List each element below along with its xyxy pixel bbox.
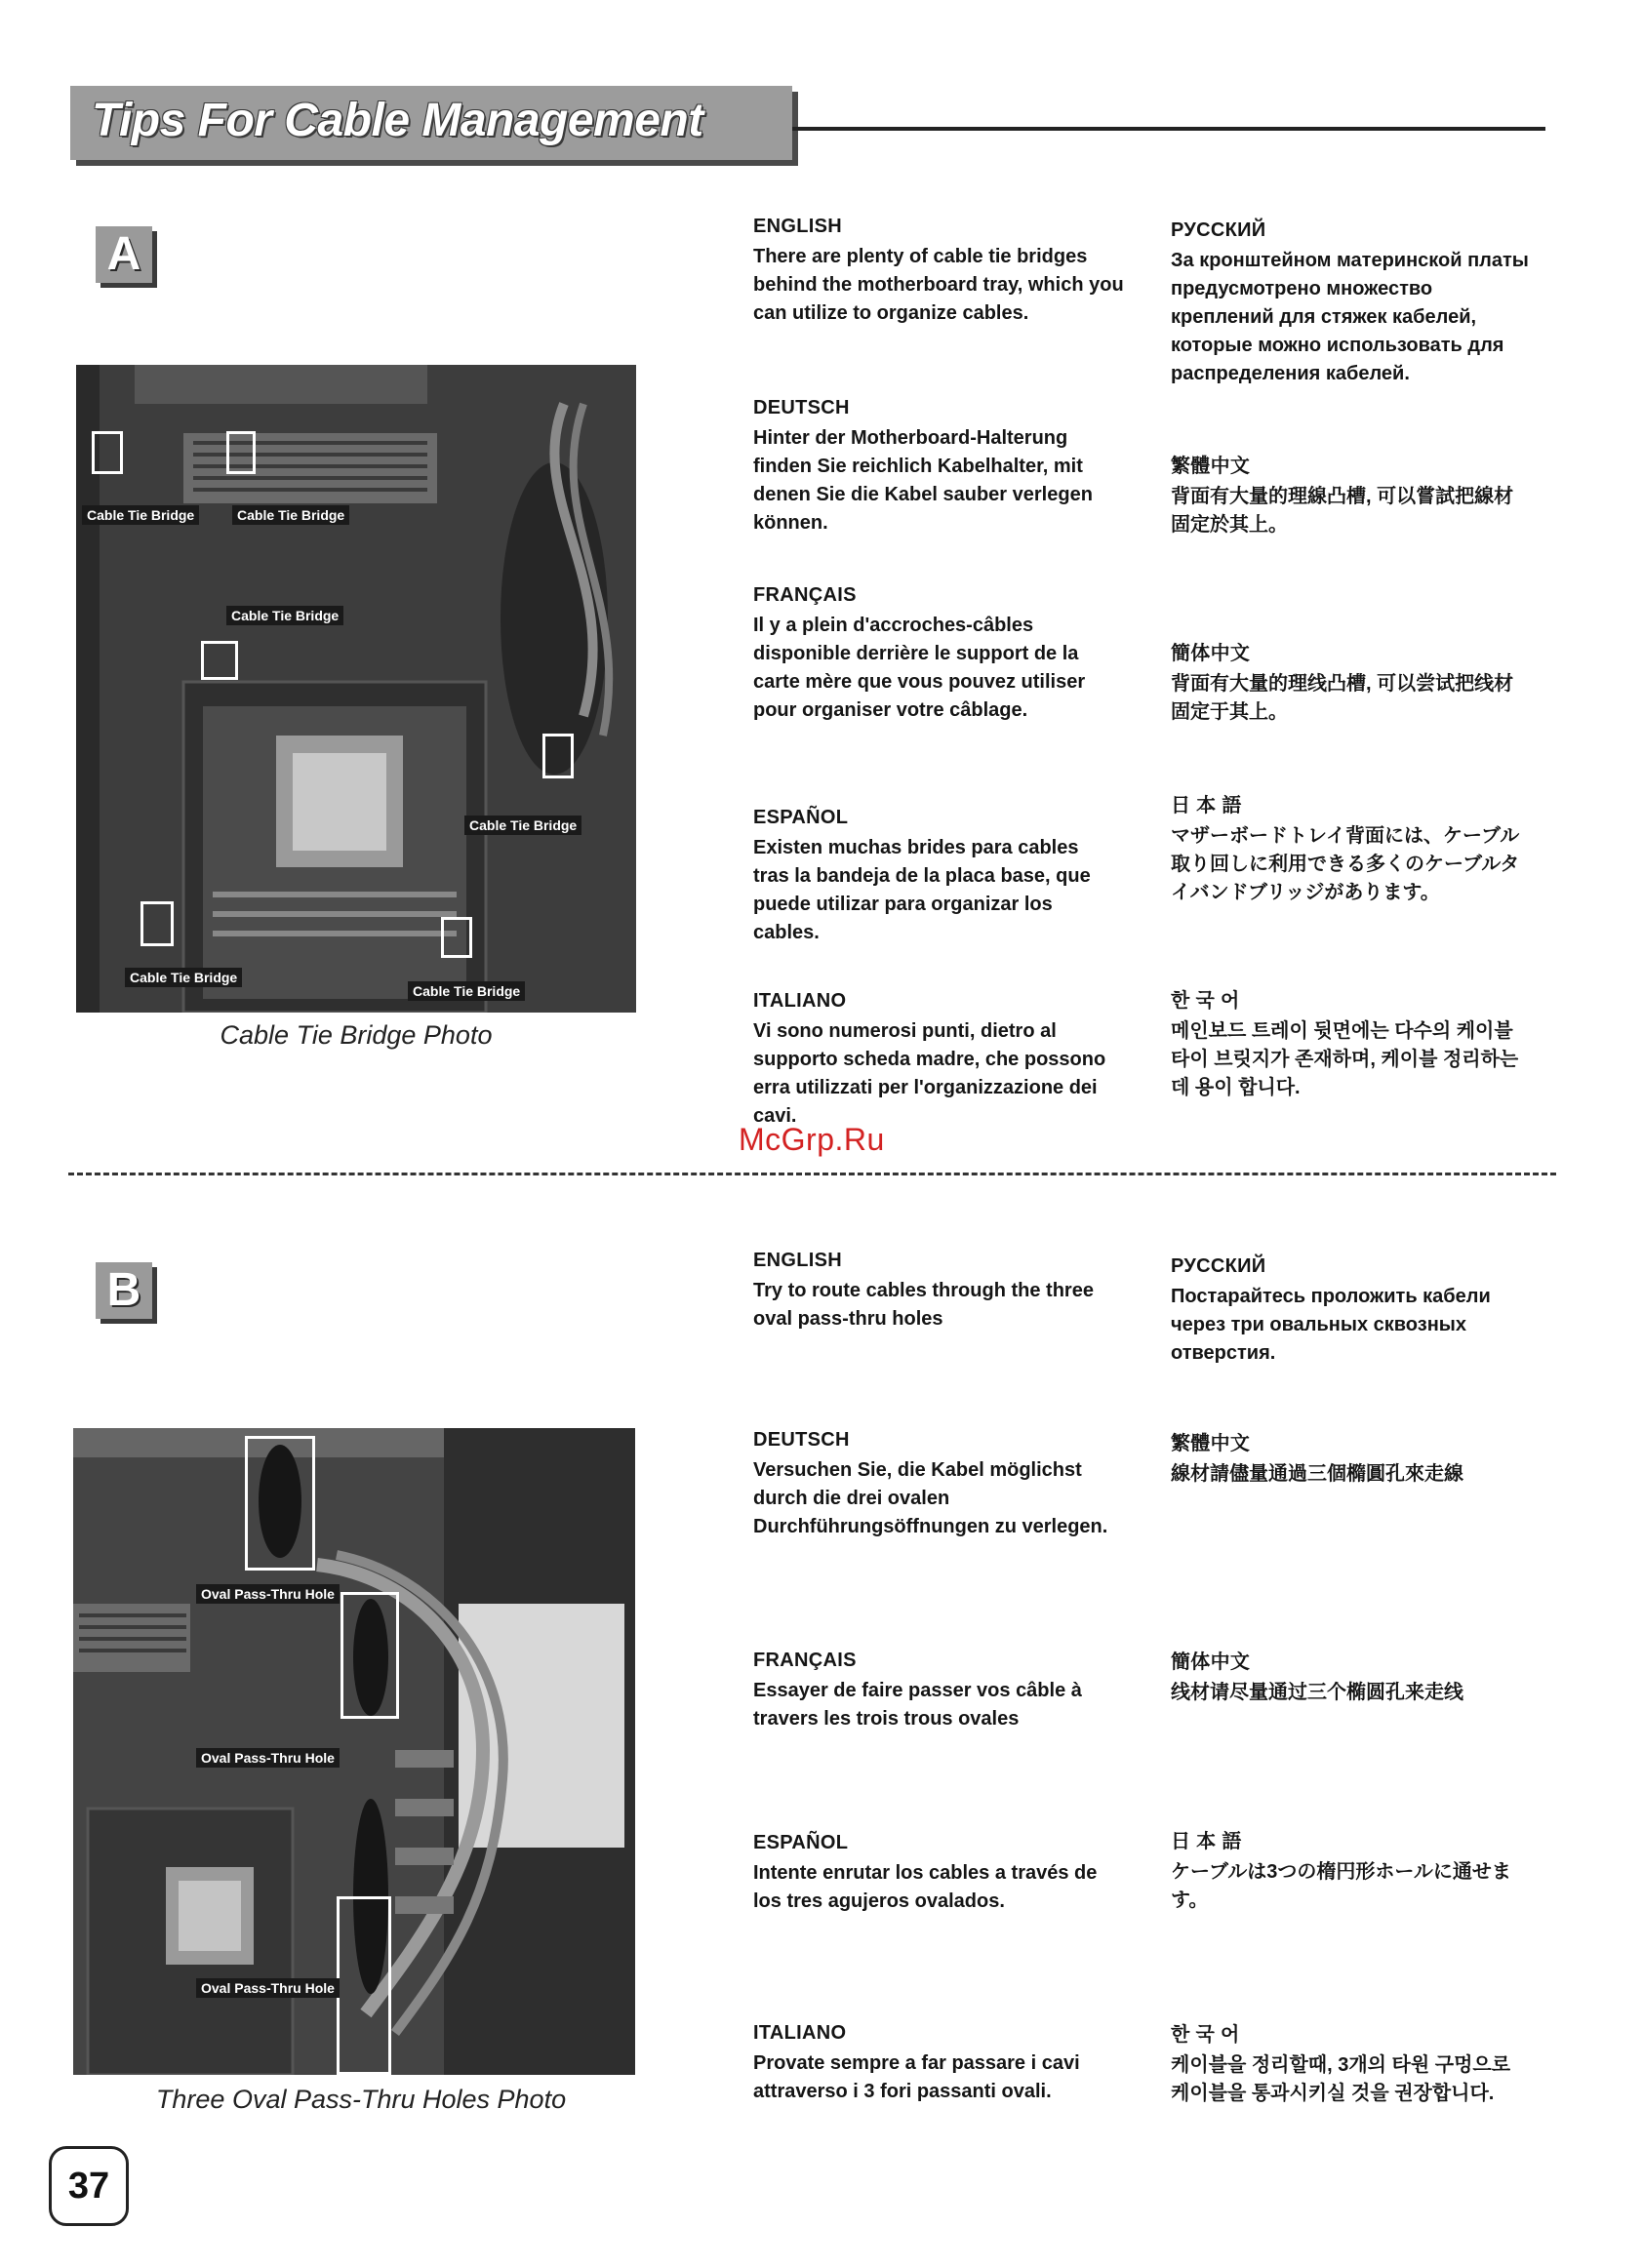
section-a-deutsch — [753, 394, 1119, 537]
oval-pass-thru-hole-label: Oval Pass-Thru Hole — [196, 1978, 340, 1998]
lang-heading: FRANÇAIS — [753, 584, 857, 606]
oval-pass-thru-hole-label: Oval Pass-Thru Hole — [196, 1748, 340, 1768]
lang-text: Il y a plein d'accroches-câbles disponible derrière le support de la carte mère que vous pouvez utiliser pour organiser votre câblage. — [753, 615, 1086, 721]
cable-tie-bridge-marker — [441, 917, 472, 958]
lang-heading: 한 국 어 — [1171, 2024, 1240, 2046]
cable-tie-bridge-photo — [76, 365, 636, 1013]
lang-text: 线材请尽量通过三个椭圆孔来走线 — [1171, 1682, 1463, 1703]
section-b-japanese — [1171, 1828, 1532, 1915]
section-a-letter — [96, 226, 152, 283]
lang-text: 메인보드 트레이 뒷면에는 다수의 케이블 타이 브릿지가 존재하며, 케이블 정리하는데 용이 합니다. — [1171, 1020, 1519, 1098]
section-a-russian — [1171, 217, 1532, 388]
section-a-simp-chinese — [1171, 640, 1532, 727]
section-b-korean — [1171, 2021, 1532, 2108]
cable-tie-bridge-label: Cable Tie Bridge — [125, 968, 242, 987]
oval-pass-thru-holes-photo — [73, 1428, 635, 2075]
photo-a-caption: Cable Tie Bridge Photo — [220, 1020, 493, 1050]
section-a-japanese — [1171, 792, 1532, 907]
lang-text: Intente enrutar los cables a través de los tres agujeros ovalados. — [753, 1862, 1098, 1912]
lang-heading: 繁體中文 — [1171, 456, 1251, 477]
lang-text: 케이블을 정리할때, 3개의 타원 구멍으로 케이블을 통과시키실 것을 권장합니다. — [1171, 2054, 1511, 2104]
lang-text: Versuchen Sie, die Kabel möglichst durch die drei ovalen Durchführungsöffnungen zu verlegen. — [753, 1459, 1108, 1537]
watermark: McGrp.Ru — [739, 1122, 885, 1157]
section-b-francais — [753, 1647, 1124, 1733]
lang-text: 背面有大量的理線凸槽, 可以嘗試把線材固定於其上。 — [1171, 486, 1514, 536]
lang-text: ケーブルは3つの楕円形ホールに通せます。 — [1171, 1861, 1511, 1911]
lang-text: За кронштейном материнской платы предусмотрено множество креплений для стяжек кабелей, которые можно использовать для распределения кабелей. — [1171, 250, 1529, 384]
title-rule — [792, 127, 1545, 131]
section-b-trad-chinese — [1171, 1430, 1532, 1489]
lang-heading: ITALIANO — [753, 2022, 847, 2044]
section-b-russian — [1171, 1253, 1532, 1368]
lang-heading: 한 국 어 — [1171, 990, 1240, 1012]
cable-tie-bridge-label: Cable Tie Bridge — [226, 606, 343, 625]
lang-text: Provate sempre a far passare i cavi attraverso i 3 fori passanti ovali. — [753, 2052, 1080, 2102]
section-b-italiano — [753, 2019, 1114, 2106]
lang-text: Essayer de faire passer vos câble à travers les trois trous ovales — [753, 1680, 1082, 1730]
section-b-letter — [96, 1262, 152, 1319]
lang-heading: РУССКИЙ — [1171, 219, 1266, 241]
section-a-trad-chinese — [1171, 453, 1532, 539]
lang-text: マザーボードトレイ背面には、ケーブル取り回しに利用できる多くのケーブルタイバンドブリッジがあります。 — [1171, 825, 1520, 903]
oval-pass-thru-hole-marker — [341, 1592, 399, 1719]
section-b-deutsch — [753, 1426, 1114, 1541]
lang-text: There are plenty of cable tie bridges behind the motherboard tray, which you can utilize to organize cables. — [753, 246, 1124, 324]
lang-heading: ENGLISH — [753, 1250, 842, 1271]
lang-heading: DEUTSCH — [753, 1429, 850, 1451]
photo-b-caption: Three Oval Pass-Thru Holes Photo — [155, 2085, 567, 2114]
lang-heading: FRANÇAIS — [753, 1650, 857, 1671]
lang-heading: 繁體中文 — [1171, 1433, 1251, 1454]
cable-tie-bridge-label: Cable Tie Bridge — [82, 505, 199, 525]
oval-pass-thru-hole-label: Oval Pass-Thru Hole — [196, 1584, 340, 1604]
cable-tie-bridge-label: Cable Tie Bridge — [464, 816, 581, 835]
section-a-letter-text: A — [106, 228, 141, 280]
cable-tie-bridge-label: Cable Tie Bridge — [232, 505, 349, 525]
page-number: 37 — [49, 2146, 129, 2226]
lang-text: Hinter der Motherboard-Halterung finden Sie reichlich Kabelhalter, mit denen Sie die Kabel sauber verlegen können. — [753, 427, 1093, 534]
lang-text: Try to route cables through the three oval pass-thru holes — [753, 1280, 1094, 1330]
cable-tie-bridge-label: Cable Tie Bridge — [408, 981, 525, 1001]
lang-text: Existen muchas brides para cables tras la bandeja de la placa base, que puede utilizar para organizar los cables. — [753, 837, 1091, 943]
section-a-francais — [753, 581, 1114, 725]
cable-tie-bridge-marker — [92, 431, 123, 474]
lang-heading: 日 本 語 — [1171, 1831, 1242, 1852]
lang-text: Постарайтесь проложить кабели через три овальных сквозных отверстия. — [1171, 1286, 1491, 1364]
section-divider — [68, 1173, 1556, 1175]
page-title: Tips For Cable Management — [92, 95, 703, 146]
section-a-espanol — [753, 804, 1119, 947]
lang-heading: РУССКИЙ — [1171, 1255, 1266, 1277]
cable-tie-bridge-marker — [226, 431, 256, 474]
section-b-letter-text: B — [106, 1264, 141, 1316]
oval-pass-thru-hole-marker — [245, 1436, 315, 1571]
lang-heading: 簡体中文 — [1171, 1651, 1251, 1673]
lang-heading: ESPAÑOL — [753, 807, 849, 828]
lang-text: 線材請儘量通過三個橢圓孔來走線 — [1171, 1463, 1463, 1485]
oval-pass-thru-hole-marker — [337, 1896, 391, 2075]
cable-tie-bridge-marker — [140, 901, 174, 946]
lang-text: Vi sono numerosi punti, dietro al supporto scheda madre, che possono erra utilizzati per l'organizzazione dei cavi. — [753, 1020, 1106, 1127]
cable-tie-bridge-marker — [201, 641, 238, 680]
section-b-simp-chinese — [1171, 1649, 1532, 1707]
section-a-korean — [1171, 987, 1532, 1102]
section-a-english — [753, 213, 1124, 328]
section-a-italiano — [753, 987, 1114, 1131]
cable-tie-bridge-marker — [542, 734, 574, 778]
section-b-espanol — [753, 1829, 1119, 1916]
lang-heading: ITALIANO — [753, 990, 847, 1012]
lang-heading: 簡体中文 — [1171, 643, 1251, 664]
lang-text: 背面有大量的理线凸槽, 可以尝试把线材固定于其上。 — [1171, 673, 1514, 723]
lang-heading: ENGLISH — [753, 216, 842, 237]
lang-heading: DEUTSCH — [753, 397, 850, 418]
section-b-english — [753, 1247, 1114, 1333]
lang-heading: ESPAÑOL — [753, 1832, 849, 1853]
lang-heading: 日 本 語 — [1171, 795, 1242, 816]
page-title-banner — [70, 86, 792, 160]
